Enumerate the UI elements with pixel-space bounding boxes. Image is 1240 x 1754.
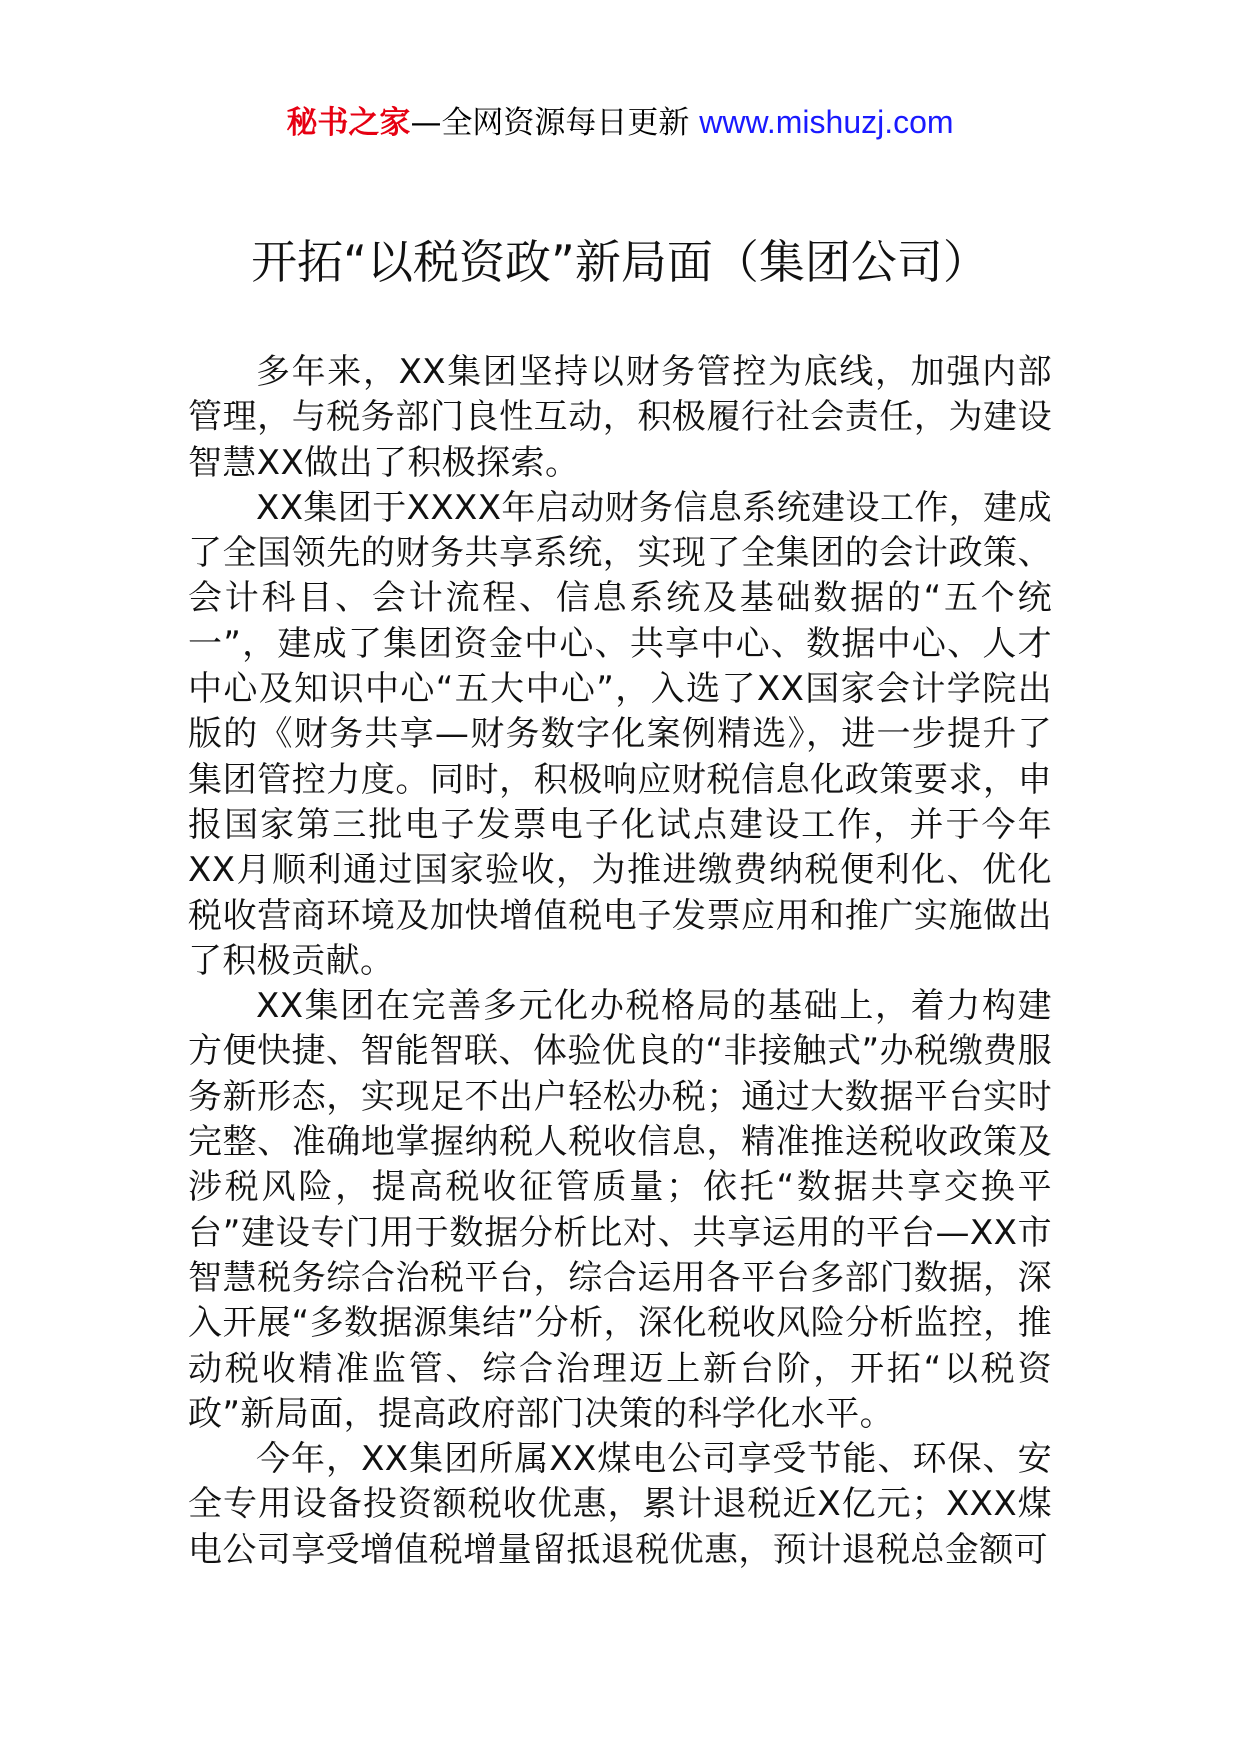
- document-title: 开拓“以税资政”新局面（集团公司）: [251, 235, 989, 289]
- site-link[interactable]: www.mishuzj.com: [699, 104, 954, 140]
- header-slogan: —全网资源每日更新: [410, 105, 690, 141]
- document-body: [188, 350, 1052, 1573]
- paragraph: 今年，XX集团所属XX煤电公司享受节能、环保、安全专用设备投资额税收优惠，累计退税近X亿元；XXX煤电公司享受增值税增量留抵退税优惠，预计退税总金额可: [188, 1439, 1052, 1570]
- paragraph: XX集团在完善多元化办税格局的基础上，着力构建方便快捷、智能智联、体验优良的“非接触式”办税缴费服务新形态，实现足不出户轻松办税；通过大数据平台实时完整、准确地掌握纳税人税收信息，精准推送税收政策及涉税风险，提高税收征管质量；依托“数据共享交换平台”建设专门用于数据分析比对、共享运用的平台—XX市智慧税务综合治税平台，综合运用各平台多部门数据，深入开展“多数据源集结”分析，深化税收风险分析监控，推动税收精准监管、综合治理迈上新台阶，开拓“以税资政”新局面，提高政府部门决策的科学化水平。: [188, 986, 1052, 1434]
- paragraph: XX集团于XXXX年启动财务信息系统建设工作，建成了全国领先的财务共享系统，实现了全集团的会计政策、会计科目、会计流程、信息系统及基础数据的“五个统一”，建成了集团资金中心、共享中心、数据中心、人才中心及知识中心“五大中心”，入选了XX国家会计学院出版的《财务共享—财务数字化案例精选》，进一步提升了集团管控力度。同时，积极响应财税信息化政策要求，申报国家第三批电子发票电子化试点建设工作，并于今年XX月顺利通过国家验收，为推进缴费纳税便利化、优化税收营商环境及加快增值税电子发票应用和推广实施做出了积极贡献。: [188, 487, 1052, 981]
- page-header: [0, 100, 1240, 145]
- paragraph: 多年来，XX集团坚持以财务管控为底线，加强内部管理，与税务部门良性互动，积极履行社会责任，为建设智慧XX做出了积极探索。: [188, 352, 1052, 483]
- brand-name: 秘书之家: [286, 105, 411, 141]
